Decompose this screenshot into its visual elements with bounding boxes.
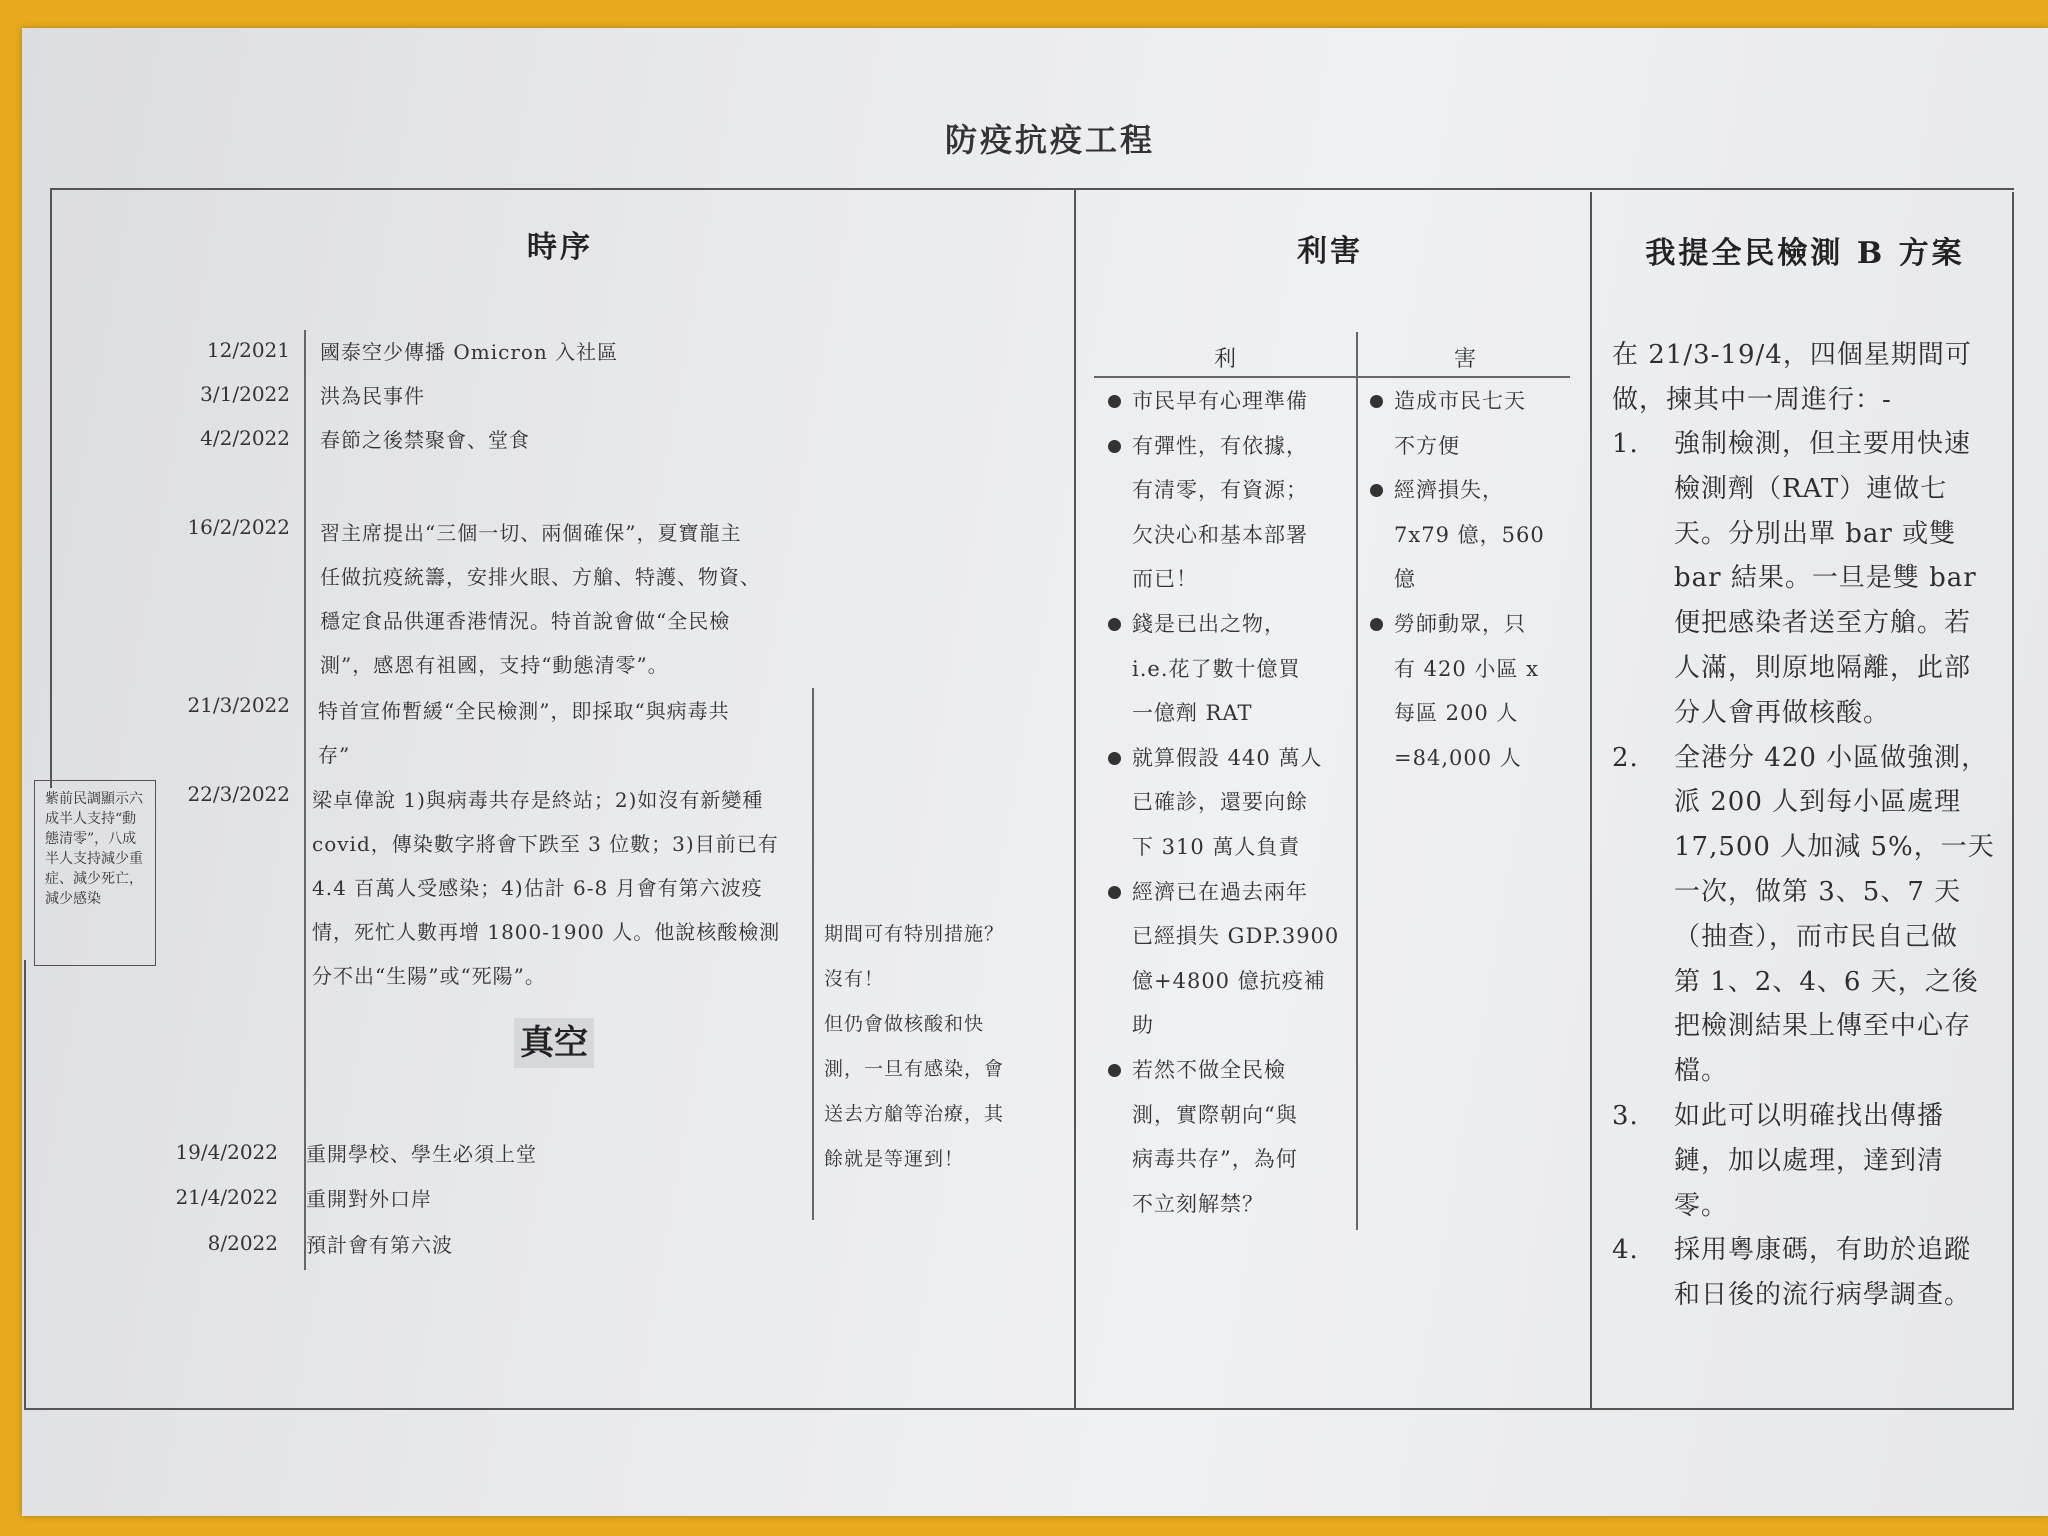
table-bottom-border xyxy=(24,1408,2014,1410)
timeline-date: 12/2021 xyxy=(206,338,290,362)
plan-b-item: 2. 全港分 420 小區做強測， 派 200 人到每小區處理 17,500 人加減 5%，一天 一次，做第 3、5、7 天 （抽查），而市民自己做 第 1、2、4、6 天，之後 把檢測結果上傳至中心存 檔。 xyxy=(1612,736,2008,1094)
vacuum-label: 真空 xyxy=(514,1018,594,1068)
cons-subhead: 害 xyxy=(1453,347,1476,372)
timeline-date: 3/1/2022 xyxy=(200,382,290,406)
column-head-plan-b: 我提全民檢測 B 方案 xyxy=(1645,236,1965,271)
poll-side-note: 紫前民調顯示六成半人支持“動態清零”，八成半人支持減少重症、減少死亡，減少感染 xyxy=(34,780,156,966)
plan-b-item: 4. 採用粵康碼，有助於追蹤 和日後的流行病學調查。 xyxy=(1612,1228,2008,1318)
special-measures-divider xyxy=(812,688,814,1220)
timeline-date: 16/2/2022 xyxy=(187,515,290,539)
timeline-date: 22/3/2022 xyxy=(187,782,290,806)
special-measures-note: 期間可有特別措施？ 沒有！ 但仍會做核酸和快 測，一旦有感染，會 送去方艙等治療，其 餘就是等運到！ xyxy=(824,923,1005,1170)
timeline-event: 洪為民事件 xyxy=(320,384,425,408)
timeline-date: 19/4/2022 xyxy=(175,1140,278,1164)
timeline-event: 梁卓偉說 1)與病毒共存是終站；2)如沒有新變種 covid，傳染數字將會下跌至 3 位數；3)目前已有 4.4 百萬人受感染；4)估計 6-8 月會有第六波疫 情，死忙人數再增 1800-1900 人。他說核酸檢測 分不出“生陽”或“死陽”。 xyxy=(312,788,781,988)
pros-cons-header-rule xyxy=(1094,376,1570,378)
pros-subhead: 利 xyxy=(1213,347,1236,372)
document-title: 防疫抗疫工程 xyxy=(944,121,1155,159)
plan-b-item-number: 3. xyxy=(1612,1100,1639,1131)
pros-item: 就算假設 440 萬人 已確診，還要向餘 下 310 萬人負責 xyxy=(1108,736,1344,870)
cons-item: 勞師動眾，只 有 420 小區 x 每區 200 人 =84,000 人 xyxy=(1370,602,1570,780)
plan-b-list xyxy=(1612,422,2008,1318)
table-right-border xyxy=(2012,192,2014,1410)
table-divider-2 xyxy=(1590,192,1592,1410)
plan-b-item: 3. 如此可以明確找出傳播 鏈，加以處理，達到清 零。 xyxy=(1612,1094,2008,1228)
table-divider-1 xyxy=(1074,190,1076,1410)
timeline-event: 重開學校、學生必須上堂 xyxy=(306,1142,537,1166)
timeline-date: 21/3/2022 xyxy=(187,693,290,717)
timeline-event: 國泰空少傳播 Omicron 入社區 xyxy=(320,340,619,364)
cons-item: 經濟損失， 7x79 億，560 億 xyxy=(1370,468,1570,602)
timeline-event: 特首宣佈暫緩“全民檢測”，即採取“與病毒共 存” xyxy=(318,699,730,767)
timeline-date: 8/2022 xyxy=(207,1231,278,1255)
timeline-date: 21/4/2022 xyxy=(175,1185,278,1209)
cons-item: 造成市民七天 不方便 xyxy=(1370,379,1570,468)
pros-item: 若然不做全民檢 測，實際朝向“與 病毒共存”，為何 不立刻解禁？ xyxy=(1108,1048,1344,1226)
pros-list xyxy=(1108,379,1344,1226)
timeline-date: 4/2/2022 xyxy=(200,426,290,450)
timeline-event: 習主席提出“三個一切、兩個確保”，夏寶龍主 任做抗疫統籌，安排火眼、方艙、特護、物資、 穩定食品供運香港情況。特首說會做“全民檢 測”，感恩有祖國，支持“動態清零”。 xyxy=(320,521,761,677)
pros-cons-divider xyxy=(1356,332,1358,1230)
column-head-pros-cons: 利害 xyxy=(1297,234,1363,269)
timeline-event: 預計會有第六波 xyxy=(306,1233,453,1257)
plan-b-item: 1. 強制檢測，但主要用快速 檢測劑（RAT）連做七 天。分別出單 bar 或雙 bar 結果。一旦是雙 bar 便把感染者送至方艙。若 人滿，則原地隔離，此部 分人會再做核酸。 xyxy=(1612,422,2008,736)
pros-item: 經濟已在過去兩年 已經損失 GDP.3900 億+4800 億抗疫補 助 xyxy=(1108,870,1344,1048)
timeline-axis xyxy=(304,330,306,1270)
pros-item: 市民早有心理準備 xyxy=(1108,379,1344,424)
plan-b-item-number: 1. xyxy=(1612,429,1639,459)
timeline-event: 重開對外口岸 xyxy=(306,1187,432,1211)
table-top-border xyxy=(50,188,2014,190)
plan-b-item-number: 4. xyxy=(1612,1235,1639,1266)
table-left-border-lower xyxy=(24,960,26,1410)
plan-b-item-number: 2. xyxy=(1612,742,1639,773)
column-head-timeline: 時序 xyxy=(527,230,593,265)
cons-list xyxy=(1370,379,1570,780)
pros-item: 有彈性，有依據， 有清零，有資源； 欠決心和基本部署 而已！ xyxy=(1108,424,1344,602)
table-left-border xyxy=(50,188,52,788)
timeline-event: 春節之後禁聚會、堂食 xyxy=(320,428,530,452)
plan-b-intro: 在 21/3-19/4，四個星期間可 做，揀其中一周進行：- xyxy=(1612,340,1972,415)
pros-item: 錢是已出之物， i.e.花了數十億買 一億劑 RAT xyxy=(1108,602,1344,736)
